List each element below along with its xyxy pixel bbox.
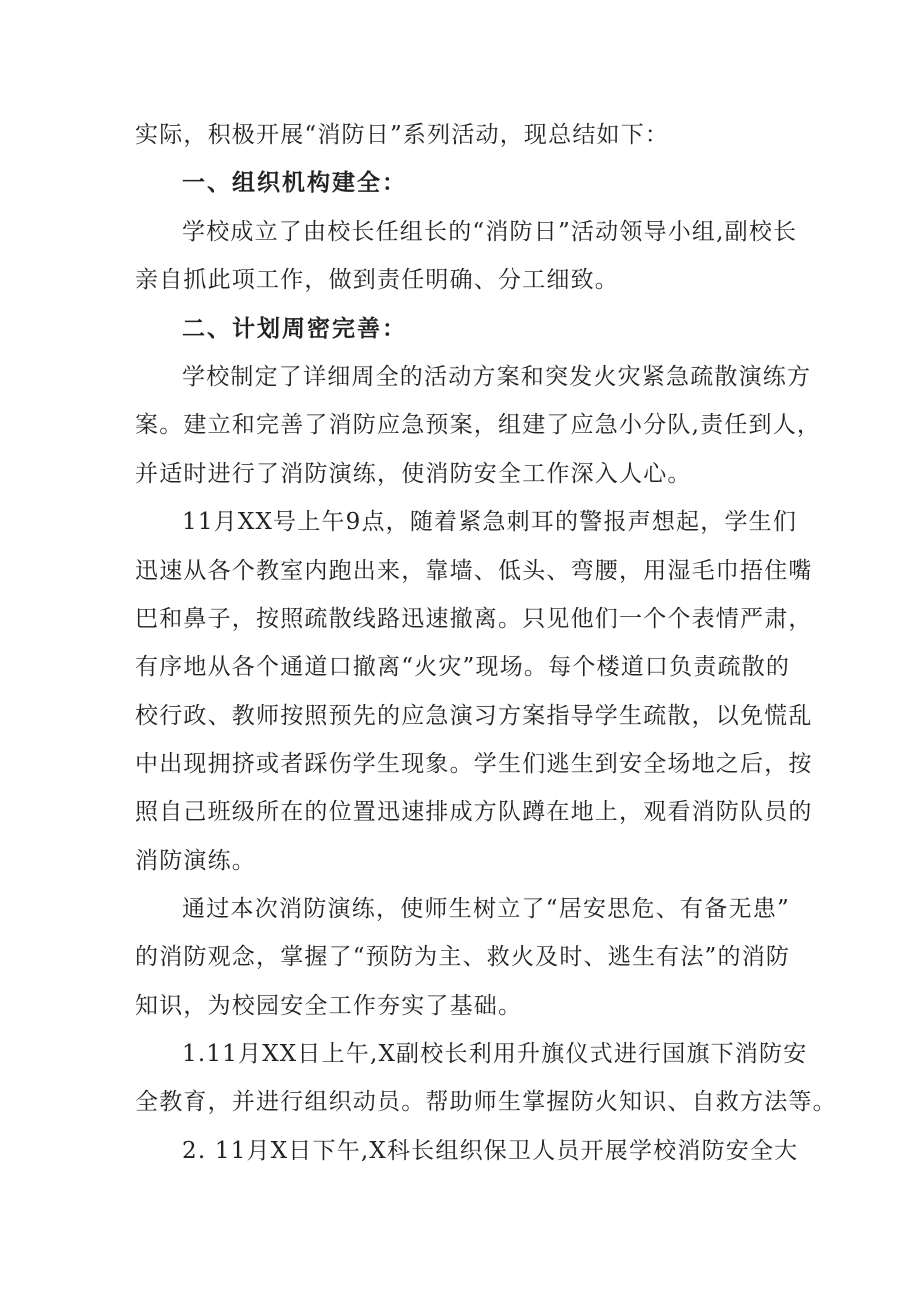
paragraph-line: 亲自抓此项工作，做到责任明确、分工细致。 — [135, 267, 619, 293]
section-heading: 一、组织机构建全： — [182, 169, 407, 196]
paragraph-line: 2. 11月X日下午,X科长组织保卫人员开展学校消防安全大 — [182, 1138, 799, 1164]
paragraph-line: 11月XX号上午9点，随着紧急刺耳的警报声想起，学生们 — [182, 509, 798, 535]
paragraph-line: 全教育，并进行组织动员。帮助师生掌握防火知识、自救方法等。 — [135, 1089, 837, 1115]
paragraph-line: 照自己班级所在的位置迅速排成方队蹲在地上，观看消防队员的 — [135, 799, 813, 825]
paragraph-line: 1.11月XX日上午,X副校长利用升旗仪式进行国旗下消防安 — [182, 1041, 808, 1067]
paragraph-line: 迅速从各个教室内跑出来，靠墙、低头、弯腰，用湿毛巾捂住嘴 — [135, 558, 813, 584]
paragraph-line: 知识，为校园安全工作夯实了基础。 — [135, 993, 523, 1019]
paragraph-line: 并适时进行了消防演练，使消防安全工作深入人心。 — [135, 461, 692, 487]
paragraph-line: 的消防观念，掌握了“预防为主、救火及时、逃生有法”的消防 — [135, 944, 791, 970]
paragraph-line: 案。建立和完善了消防应急预案，组建了应急小分队,责任到人， — [135, 412, 822, 438]
paragraph-line: 校行政、教师按照预先的应急演习方案指导学生疏散，以免慌乱 — [135, 703, 813, 729]
paragraph-line: 通过本次消防演练，使师生树立了“居安思危、有备无患” — [182, 896, 790, 922]
paragraph-line: 有序地从各个通道口撤离“火灾”现场。每个楼道口负责疏散的 — [135, 654, 791, 680]
paragraph-line: 巴和鼻子，按照疏散线路迅速撤离。只见他们一个个表情严肃， — [135, 606, 813, 632]
paragraph-line: 实际，积极开展“消防日”系列活动，现总结如下： — [135, 122, 670, 148]
paragraph-line: 学校制定了详细周全的活动方案和突发火灾紧急疏散演练方 — [182, 364, 812, 390]
paragraph-line: 中出现拥挤或者踩伤学生现象。学生们逃生到安全场地之后，按 — [135, 751, 813, 777]
section-heading: 二、计划周密完善： — [182, 315, 407, 342]
paragraph-line: 消防演练。 — [135, 848, 256, 874]
paragraph-line: 学校成立了由校长任组长的“消防日”活动领导小组,副校长 — [182, 219, 798, 245]
